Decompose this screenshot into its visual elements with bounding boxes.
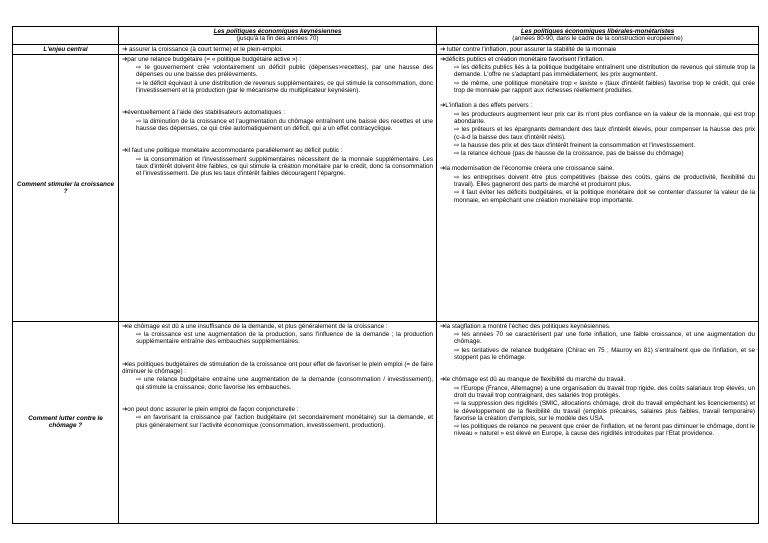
paragraph: ➔le chômage est dû au manque de flexibilité du marché du travail. — [440, 376, 626, 384]
paragraph: ⇨ les déficits publics liés à la politique budgétaire entraînent une distribution de revenus qui stimule trop la demande. L'offre ne s'adaptant pas immédiatement, les prix augmentent. — [454, 64, 755, 79]
paragraph: ⇨ les années 70 se caractérisent par une forte inflation, une faible croissance, et une augmentation du chômage. — [454, 331, 755, 346]
chomage-row — [13, 321, 759, 523]
paragraph: ⇨ la diminution de la croissance et l'augmentation du chômage entraînent une baisse des recettes et une hausse des dépenses, ce qui crée automatiquement un déficit, qui a un effet contracyclique. — [136, 117, 433, 132]
paragraph: ⇨ de même, une politique monétaire trop « laxiste » (taux d'intérêt faibles) favorise trop le crédit, qui crée trop de monnaie par rapport aux richesses réellement produites. — [454, 79, 755, 95]
paragraph: ⇨ l'Europe (France, Allemagne) a une organisation du travail trop rigide, des coûts salariaux trop élevés, un droit du travail trop contraignant, des salariés trop protégés. — [454, 384, 755, 399]
enjeu-liberal: ➔ lutter contre l'inflation, pour assurer la stabilité de la monnaie — [437, 44, 759, 54]
paragraph: ➔la modernisation de l'économie créera une croissance saine. — [440, 165, 615, 173]
chomage-liberal — [437, 321, 759, 523]
paragraph: ➔le chômage est dû à une insuffisance de la demande, et plus généralement de la croissance : — [122, 322, 388, 330]
spacer — [122, 392, 433, 406]
paragraph: ➔éventuellement à l'aide des stabilisateurs automatiques : — [122, 109, 285, 117]
paragraph: ⇨ la consommation et l'investissement supplémentaires nécessitent de la monnaie supplémentaire. Les taux d'intérêt doivent être faibles, ce qui stimule la création monétaire par le crédit, donc la consommation et l'investissement. De plus les taux d'intérêt faibles découragent l'épargne. — [136, 155, 433, 178]
paragraph: ⇨ en favorisant la croissance par l'action budgétaire (et secondairement monétaire) sur la demande, et plus généralement sur l'activité économique (consommation, investissement, production). — [136, 414, 433, 429]
paragraph: ➔par une relance budgétaire (= « politique budgétaire active ») : — [122, 55, 302, 63]
spacer — [440, 362, 755, 376]
chomage-keynes — [119, 321, 437, 523]
paragraph: ➔L'inflation a des effets pervers : — [440, 102, 533, 110]
comparison-table — [12, 26, 759, 524]
header-keynes-title: Les politiques économiques keynésiennes — [213, 28, 342, 35]
paragraph: ➔déficits publics et création monétaire favorisent l'inflation. — [440, 55, 604, 63]
spacer — [440, 95, 755, 102]
paragraph: ⇨ la relance échoue (pas de hausse de la croissance, pas de baisse du chômage) — [454, 150, 684, 158]
paragraph: ⇨ la hausse des prix et des taux d'intérêt freinent la consommation et l'investissement. — [454, 141, 696, 149]
paragraph: ⇨ une relance budgétaire entraîne une augmentation de la demande (consommation / investissement), qui stimule la croissance, donc favorise les embauches. — [136, 376, 433, 391]
spacer — [440, 158, 755, 165]
paragraph: ➔les politiques budgétaires de stimulation de la croissance ont pour effet de favoriser le plein emploi (= de faire diminuer le chômage) : — [122, 360, 433, 376]
paragraph: ➔on peut donc assurer le plein emploi de façon conjoncturelle : — [122, 405, 299, 413]
spacer — [122, 347, 433, 361]
paragraph: ➔la stagflation a montré l'échec des politiques keynésiennes. — [440, 322, 611, 330]
paragraph: ⇨ la croissance est une augmentation de la production, sans l'influence de la demande ; la production supplémentaire entraîne des embauches supplémentaires. — [136, 331, 433, 346]
header-keynes-subtitle: (jusqu'à la fin des années 70) — [236, 35, 319, 43]
croissance-liberal — [437, 54, 759, 321]
paragraph: ⇨ les entreprises doivent être plus compétitives (baisse des coûts, gains de productivité, flexibilité du travail). Elles gagneront des parts de marché et produiront plus. — [454, 173, 755, 189]
paragraph: ⇨ la suppression des rigidités (SMIC, allocations chômage, droit du travail empêchant les licenciements) et le développement de la flexibilité du travail (emplois précaires, salaires plus faibles, travail temporaire) favorise la création d'emplois, sur le modèle des USA. — [454, 400, 755, 422]
paragraph: ⇨ les politiques de relance ne peuvent que créer de l'inflation, et ne feront pas diminuer le chômage, dont le niveau « naturel » est élevé en Europe, à cause des rigidités introduites par l'Etat providence. — [454, 423, 755, 438]
spacer — [122, 133, 433, 147]
croissance-label: Comment stimuler la croissance ? — [13, 54, 119, 321]
paragraph: ⇨ les prêteurs et les épargnants demandent des taux d'intérêt élevés, pour compenser la hausse des prix (c-à-d la baisse des taux d'intérêt réels). — [454, 126, 755, 141]
enjeu-label: L'enjeu central — [13, 44, 119, 54]
chomage-label: Comment lutter contre le chômage ? — [13, 321, 119, 523]
croissance-row — [13, 54, 759, 321]
header-row — [13, 27, 759, 45]
croissance-keynes — [119, 54, 437, 321]
enjeu-keynes: ➔ assurer la croissance (à court terme) et le plein-emploi. — [119, 44, 437, 54]
paragraph: ⇨ le déficit équivaut à une distribution de revenus supplémentaires, ce qui stimule la consommation, donc l'investissement et la production (par le mécanisme du multiplicateur keynésien). — [136, 79, 433, 95]
paragraph: ⇨ les tentatives de relance budgétaire (Chirac en 75 ; Mauroy en 81) s'entraînent que de l'inflation, et se stoppent pas le chômage. — [454, 346, 755, 362]
header-liberal-subtitle: (années 80-90, dans le cadre de la construction européenne) — [512, 35, 683, 43]
paragraph: ⇨ le gouvernement crée volontairement un déficit public (dépenses>recettes), par une hausse des dépenses ou une baisse des prélèvements. — [136, 64, 433, 79]
enjeu-row — [13, 44, 759, 54]
header-empty-cell — [13, 27, 119, 45]
header-liberal — [437, 27, 759, 45]
spacer — [122, 95, 433, 109]
paragraph: ➔il faut une politique monétaire accommodante parallèlement au déficit public : — [122, 147, 343, 155]
header-liberal-title: Les politiques économiques libérales-monétaristes — [520, 28, 675, 35]
paragraph: ⇨ les producteurs augmentent leur prix car ils n'ont plus confiance en la valeur de la monnaie, qui est trop abondante. — [454, 110, 755, 125]
paragraph: ⇨ il faut éviter les déficits budgétaires, et la politique monétaire doit se contenter d'assurer la valeur de la monnaie, en empêchant une création monétaire trop importante. — [454, 189, 755, 204]
header-keynes — [119, 27, 437, 45]
